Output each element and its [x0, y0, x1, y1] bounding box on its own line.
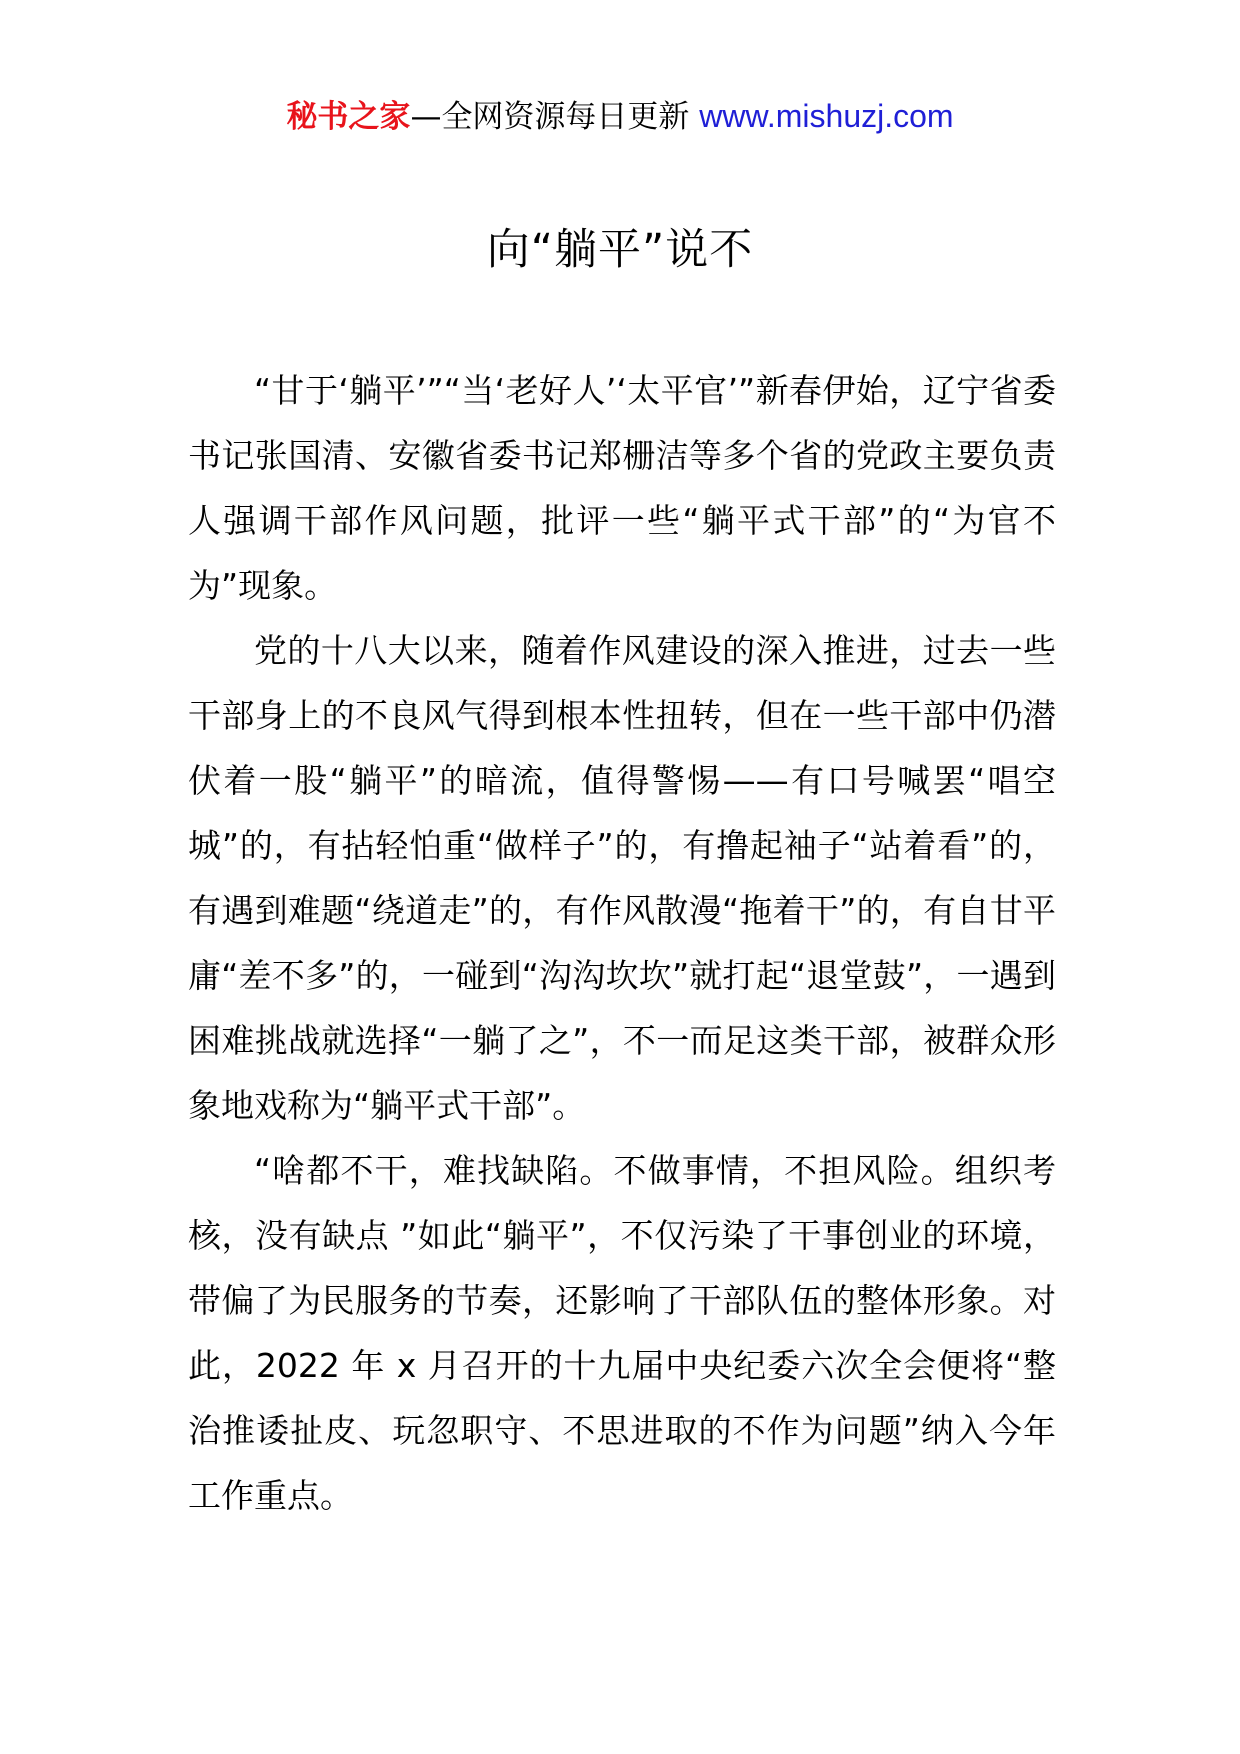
paragraph-3: “啥都不干，难找缺陷。不做事情，不担风险。组织考核，没有缺点 ”如此“躺平”，不仅污染了干事创业的环境，带偏了为民服务的节奏，还影响了干部队伍的整体形象。对此，2022 年 x 月召开的十九届中央纪委六次全会便将“整治推诿扯皮、玩忽职守、不思进取的不作为问题”纳入今年工作重点。 [188, 1151, 1056, 1515]
header-slogan: —全网资源每日更新 [410, 99, 700, 135]
document-body [188, 358, 1056, 1528]
document-title: 向“躺平”说不 [486, 225, 754, 275]
paragraph-2: 党的十八大以来，随着作风建设的深入推进，过去一些干部身上的不良风气得到根本性扭转，但在一些干部中仍潜伏着一股“躺平”的暗流，值得警惕——有口号喊罢“唱空城”的，有拈轻怕重“做样子”的，有撸起袖子“站着看”的，有遇到难题“绕道走”的，有作风散漫“拖着干”的，有自甘平庸“差不多”的，一碰到“沟沟坎坎”就打起“退堂鼓”，一遇到困难挑战就选择“一躺了之”，不一而足这类干部，被群众形象地戏称为“躺平式干部”。 [188, 631, 1056, 1125]
paragraph-1: “甘于‘躺平’”“当‘老好人’‘太平官’”新春伊始，辽宁省委书记张国清、安徽省委书记郑栅洁等多个省的党政主要负责人强调干部作风问题，批评一些“躺平式干部”的“为官不为”现象。 [188, 371, 1056, 605]
brand-name: 秘书之家 [286, 99, 411, 135]
site-header [0, 96, 1240, 137]
site-url-link[interactable]: www.mishuzj.com [699, 98, 954, 134]
